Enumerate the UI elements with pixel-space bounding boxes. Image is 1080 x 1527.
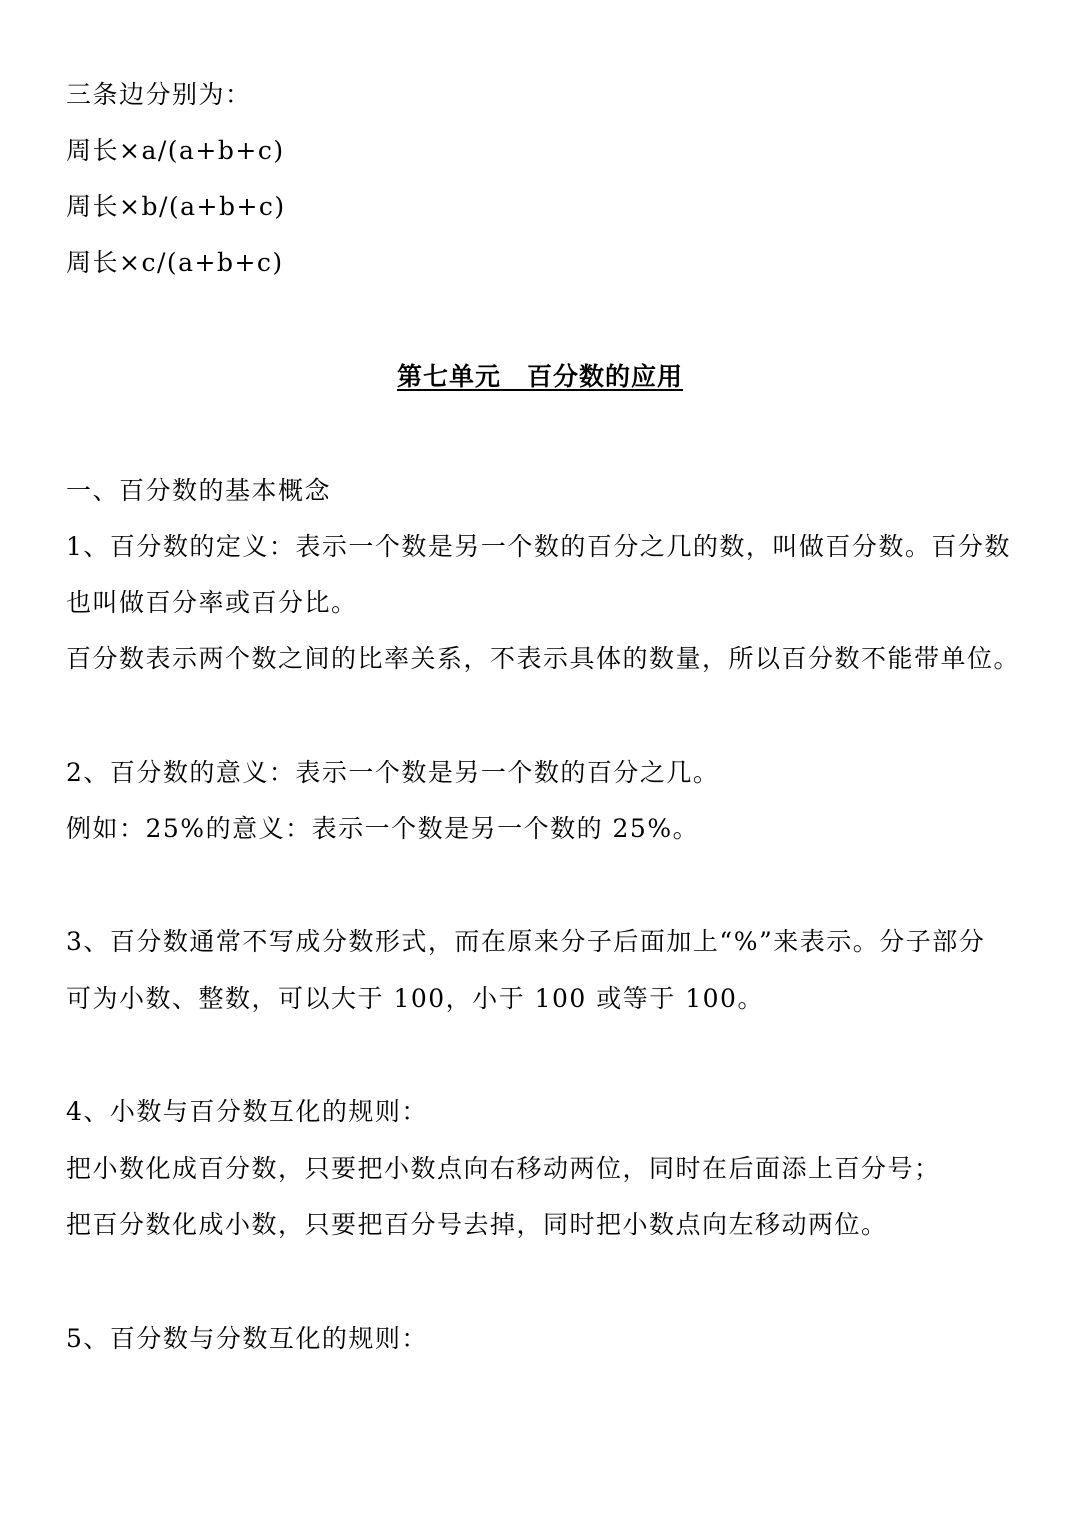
paragraph-4-line-1: 4、小数与百分数互化的规则： [66, 1097, 428, 1126]
formula-c: 周长×c/(a+b+c) [66, 248, 284, 277]
formula-b: 周长×b/(a+b+c) [66, 192, 286, 221]
paragraph-1-line-3: 百分数表示两个数之间的比率关系，不表示具体的数量，所以百分数不能带单位。 [66, 644, 1021, 673]
section-heading: 一、百分数的基本概念 [66, 476, 332, 505]
paragraph-2-line-2: 例如：25%的意义：表示一个数是另一个数的 25%。 [66, 814, 700, 843]
paragraph-3-line-2: 可为小数、整数，可以大于 100，小于 100 或等于 100。 [66, 984, 764, 1013]
paragraph-1-line-2: 也叫做百分率或百分比。 [66, 588, 358, 617]
unit-title [0, 360, 1080, 394]
formula-a: 周长×a/(a+b+c) [66, 136, 285, 165]
paragraph-5-line-1: 5、百分数与分数互化的规则： [66, 1324, 428, 1353]
paragraph-2-line-1: 2、百分数的意义：表示一个数是另一个数的百分之几。 [66, 758, 720, 787]
paragraph-1-line-1: 1、百分数的定义：表示一个数是另一个数的百分之几的数，叫做百分数。百分数 [66, 532, 1011, 561]
paragraph-4-line-2: 把小数化成百分数，只要把小数点向右移动两位，同时在后面添上百分号； [66, 1154, 941, 1183]
paragraph-3-line-1: 3、百分数通常不写成分数形式，而在原来分子后面加上“%”来表示。分子部分 [66, 927, 986, 956]
paragraph-4-line-3: 把百分数化成小数，只要把百分号去掉，同时把小数点向左移动两位。 [66, 1210, 888, 1239]
formula-intro: 三条边分别为： [66, 80, 252, 109]
unit-title-text: 第七单元 百分数的应用 [396, 362, 683, 391]
